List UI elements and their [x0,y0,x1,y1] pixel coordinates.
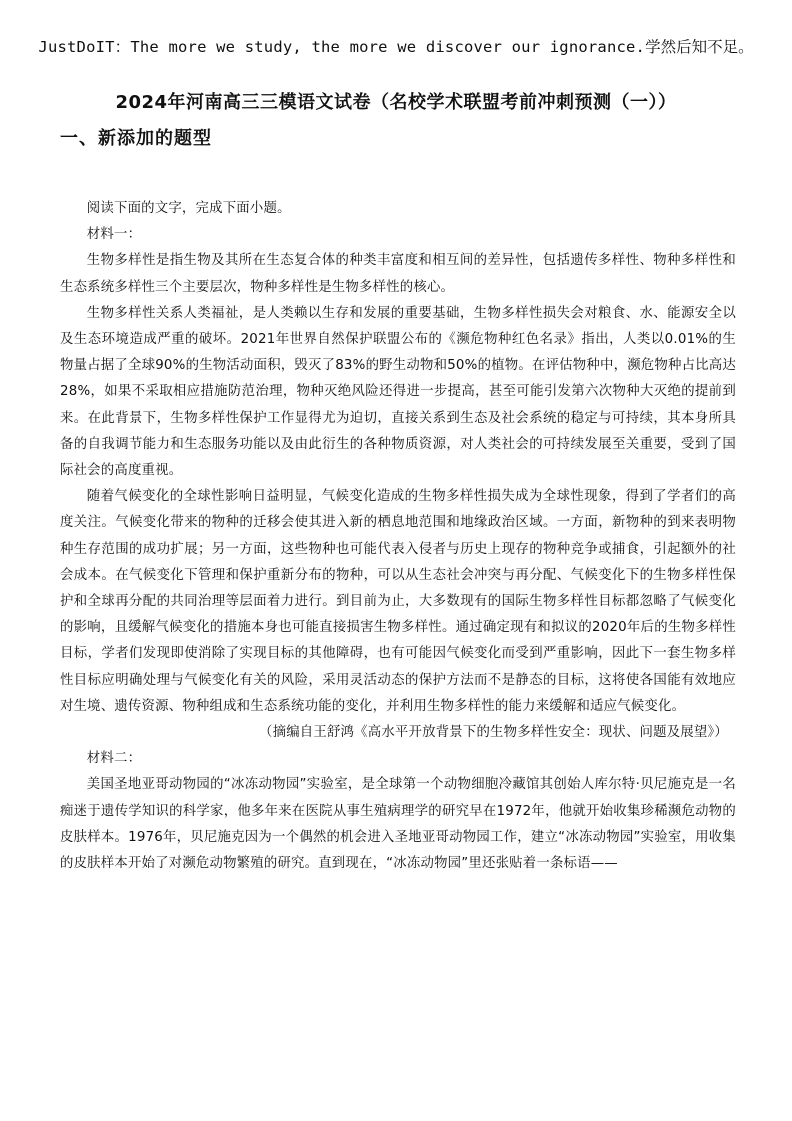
paragraph: 生物多样性是指生物及其所在生态复合体的种类丰富度和相互间的差异性，包括遗传多样性、物种多样性和生态系统多样性三个主要层次，物种多样性是生物多样性的核心。 [60,253,736,295]
paragraph: 随着气候变化的全球性影响日益明显，气候变化造成的生物多样性损失成为全球性现象，得到了学者们的高度关注。气候变化带来的物种的迁移会使其进入新的栖息地范围和地缘政治区域。一方面，新物种的到来表明物种生存范围的成功扩展；另一方面，这些物种也可能代表入侵者与历史上现存的物种竞争或捕食，引起额外的社会成本。在气候变化下管理和保护重新分布的物种，可以从生态社会冲突与再分配、气候变化下的生物多样性保护和全球再分配的共同治理等层面着力进行。到目前为止，大多数现有的国际生物多样性目标都忽略了气候变化的影响，且缓解气候变化的措施本身也可能直接损害生物多样性。通过确定现有和拟议的2020年后的生物多样性目标，学者们发现即使消除了实现目标的其他障碍，也有可能因气候变化而受到严重影响，因此下一套生物多样性目标应明确处理与气候变化有关的风险，采用灵活动态的保护方法而不是静态的目标，这将使各国能有效地应对生境、遗传资源、物种组成和生态系统功能的变化，并利用生物多样性的能力来缓解和适应气候变化。 [60,489,736,714]
material-two-label: 材料二： [86,751,142,767]
paragraph: 生物多样性关系人类福祉，是人类赖以生存和发展的重要基础，生物多样性损失会对粮食、水、能源安全以及生态环境造成严重的破坏。2021年世界自然保护联盟公布的《濒危物种红色名录》指出，人类以0.01%的生物量占据了全球90%的生物活动面积，毁灭了83%的野生动物和50%的植物。在评估物种中，濒危物种占比高达28%，如果不采取相应措施防范治理，物种灭绝风险还得进一步提高，甚至可能引发第六次物种大灭绝的提前到来。在此背景下，生物多样性保护工作显得尤为迫切，直接关系到生态及社会系统的稳定与可持续，其本身所具备的自我调节能力和生态服务功能以及由此衍生的各种物质资源，对人类社会的可持续发展至关重要，受到了国际社会的高度重视。 [60,305,736,479]
source-citation: （摘编自王舒鸿《高水平开放背景下的生物多样性安全：现状、问题及展望》） [259,725,728,741]
reading-passage [60,196,736,877]
section-heading: 一、新添加的题型 [60,128,212,149]
exam-title: 2024年河南高三三模语文试卷（名校学术联盟考前冲刺预测（一）） [115,92,677,113]
paragraph: 美国圣地亚哥动物园的“冰冻动物园”实验室，是全球第一个动物细胞冷藏馆其创始人库尔特·贝尼施克是一名痴迷于遗传学知识的科学家，他多年来在医院从事生殖病理学的研究早在1972年，他就开始收集珍稀濒危动物的皮肤样本。1976年，贝尼施克因为一个偶然的机会进入圣地亚哥动物园工作，建立“冰冻动物园”实验室，用收集的皮肤样本开始了对濒危动物繁殖的研究。直到现在，“冰冻动物园”里还张贴着一条标语—— [60,777,736,872]
header-motto-en: JustDoIT：The more we study, the more we discover our ignorance. [38,38,646,56]
header-motto-cn: 学然后知不足。 [645,38,754,56]
instruction-text: 阅读下面的文字，完成下面小题。 [86,201,291,216]
page-header [0,36,792,58]
material-one-label: 材料一： [86,227,142,243]
